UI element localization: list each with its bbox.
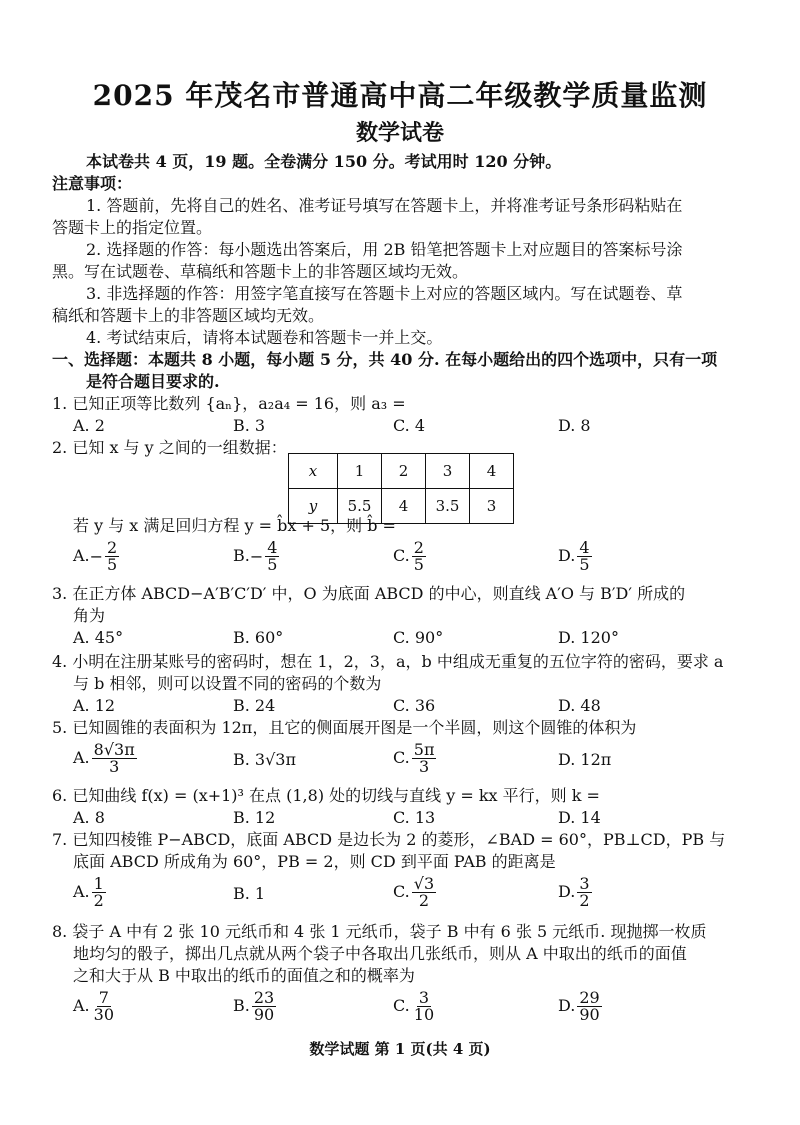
fraction-denominator: 5 (267, 555, 278, 574)
q2-option-c (393, 540, 426, 573)
fraction-denominator: 5 (413, 555, 424, 574)
q7-option-d (558, 876, 592, 909)
table-cell: 4 (470, 454, 514, 489)
q6-option-c: C. 13 (393, 808, 436, 827)
fraction (412, 540, 426, 573)
fraction (577, 876, 591, 909)
exam-title: 2025 年茂名市普通高中高二年级教学质量监测 (92, 79, 708, 112)
option-label: B. (233, 546, 250, 565)
option-label: A. (73, 882, 90, 901)
fraction-numerator: 8√3π (93, 740, 135, 759)
q6-option-d: D. 14 (558, 808, 601, 827)
table-cell: 3 (426, 454, 470, 489)
fraction-numerator: √3 (413, 874, 435, 893)
q8-option-d (558, 990, 602, 1023)
q7-option-a (73, 876, 106, 909)
fraction-numerator: 29 (579, 988, 600, 1007)
table-cell: 3 (470, 489, 514, 524)
q1-option-b: B. 3 (233, 416, 266, 435)
fraction-numerator: 7 (98, 988, 109, 1007)
fraction-denominator: 90 (579, 1005, 600, 1024)
question-2-stem: 2. 已知 x 与 y 之间的一组数据： (52, 438, 287, 457)
q4-option-b: B. 24 (233, 696, 276, 715)
fraction (92, 990, 116, 1023)
q1-option-d: D. 8 (558, 416, 591, 435)
minus-sign: − (89, 547, 104, 566)
q8-option-b (233, 990, 276, 1023)
table-header-y: y (289, 489, 338, 524)
fraction-denominator: 5 (579, 555, 590, 574)
fraction-numerator: 2 (107, 538, 118, 557)
q4-option-c: C. 36 (393, 696, 436, 715)
q5-option-d: D. 12π (558, 750, 612, 769)
q2-option-d (558, 540, 592, 573)
q1-option-c: C. 4 (393, 416, 426, 435)
q1-option-a: A. 2 (73, 416, 105, 435)
note-3-line-1: 3. 非选择题的作答：用签字笔直接写在答题卡上对应的答题区域内。写在试题卷、草 (86, 284, 683, 303)
question-2-options (73, 540, 773, 580)
data-table (288, 453, 514, 524)
question-2-condition: 若 y 与 x 满足回归方程 y = b̂x + 5，则 b̂ = (73, 516, 396, 535)
question-8-line-2: 地均匀的骰子，掷出几点就从两个袋子中各取出几张纸币，则从 A 中取出的纸币的面值 (73, 944, 687, 963)
q5-option-a (73, 742, 137, 775)
fraction (105, 540, 119, 573)
option-label: C. (393, 546, 410, 565)
question-8-line-1: 8. 袋子 A 中有 2 张 10 元纸币和 4 张 1 元纸币，袋子 B 中有 6 张 5 元纸币. 现抛掷一枚质 (52, 922, 707, 941)
section-1-heading: 一、选择题：本题共 8 小题，每小题 5 分，共 40 分. 在每小题给出的四个选项中，只有一项 (52, 350, 718, 369)
q8-option-a (73, 990, 116, 1023)
q5-option-b: B. 3√3π (233, 750, 296, 769)
option-label: C. (393, 996, 410, 1015)
fraction-denominator: 2 (418, 891, 430, 910)
section-1-heading-cont: 是符合题目要求的. (86, 372, 220, 391)
table-row (289, 454, 514, 489)
fraction-denominator: 2 (93, 891, 104, 910)
question-6-stem: 6. 已知曲线 f(x) = (x+1)³ 在点 (1,8) 处的切线与直线 y = kx 平行，则 k = (52, 786, 600, 805)
fraction (577, 540, 591, 573)
option-label: D. (558, 996, 576, 1015)
fraction (577, 990, 601, 1023)
note-2-line-2: 黑。写在试题卷、草稿纸和答题卡上的非答题区域均无效。 (52, 262, 469, 281)
q3-option-c: C. 90° (393, 628, 444, 647)
fraction-numerator: 23 (253, 988, 275, 1007)
q3-option-b: B. 60° (233, 628, 284, 647)
fraction (412, 742, 437, 775)
fraction-numerator: 5π (413, 740, 435, 759)
fraction-denominator: 10 (413, 1005, 435, 1024)
note-4: 4. 考试结束后，请将本试题卷和答题卡一并上交。 (86, 328, 443, 347)
fraction-numerator: 4 (267, 538, 278, 557)
fraction-numerator: 3 (579, 874, 590, 893)
q8-option-c (393, 990, 436, 1023)
fraction (92, 876, 106, 909)
table-cell: 5.5 (338, 489, 382, 524)
page-footer: 数学试题 第 1 页(共 4 页) (309, 1040, 491, 1058)
fraction-denominator: 30 (93, 1005, 114, 1024)
q6-option-b: B. 12 (233, 808, 276, 827)
option-label: A. (73, 996, 90, 1015)
question-7-line-2: 底面 ABCD 所成角为 60°，PB = 2，则 CD 到平面 PAB 的距离是 (73, 852, 556, 871)
option-label: A. (73, 546, 90, 565)
q2-option-b (233, 540, 279, 573)
q4-option-a: A. 12 (73, 696, 116, 715)
fraction-denominator: 3 (109, 757, 120, 776)
q7-option-b: B. 1 (233, 884, 266, 903)
option-label: C. (393, 748, 410, 767)
fraction-denominator: 5 (107, 555, 118, 574)
q3-option-d: D. 120° (558, 628, 619, 647)
table-cell: 2 (382, 454, 426, 489)
q2-option-a (73, 540, 119, 573)
fraction (412, 990, 436, 1023)
option-label: B. (233, 996, 250, 1015)
fraction-numerator: 4 (579, 538, 590, 557)
q7-option-c (393, 876, 436, 909)
question-5-options (73, 742, 773, 782)
q5-option-c (393, 742, 436, 775)
fraction-numerator: 1 (93, 874, 104, 893)
option-label: D. (558, 546, 576, 565)
option-label: D. (558, 882, 576, 901)
note-1-line-2: 答题卡上的指定位置。 (52, 218, 213, 237)
table-cell: 3.5 (426, 489, 470, 524)
question-8-options (73, 990, 773, 1030)
question-3-line-2: 角为 (73, 606, 106, 625)
note-2-line-1: 2. 选择题的作答：每小题选出答案后，用 2B 铅笔把答题卡上对应题目的答案标号涂 (86, 240, 683, 259)
question-3-line-1: 3. 在正方体 ABCD−A′B′C′D′ 中，O 为底面 ABCD 的中心，则直线 A′O 与 B′D′ 所成的 (52, 584, 686, 603)
q3-option-a: A. 45° (73, 628, 124, 647)
question-7-options (73, 876, 773, 916)
fraction (252, 990, 276, 1023)
fraction-numerator: 2 (413, 538, 424, 557)
note-1-line-1: 1. 答题前，先将自己的姓名、准考证号填写在答题卡上，并将准考证号条形码粘贴在 (86, 196, 683, 215)
minus-sign: − (249, 547, 264, 566)
q4-option-d: D. 48 (558, 696, 601, 715)
table-cell: 4 (382, 489, 426, 524)
question-7-line-1: 7. 已知四棱锥 P−ABCD，底面 ABCD 是边长为 2 的菱形，∠BAD = 60°，PB⊥CD，PB 与 (52, 830, 726, 849)
option-label: A. (73, 748, 90, 767)
option-label: C. (393, 882, 410, 901)
note-3-line-2: 稿纸和答题卡上的非答题区域均无效。 (52, 306, 325, 325)
question-5-stem: 5. 已知圆锥的表面积为 12π，且它的侧面展开图是一个半圆，则这个圆锥的体积为 (52, 718, 637, 737)
table-cell: 1 (338, 454, 382, 489)
question-8-line-3: 之和大于从 B 中取出的纸币的面值之和的概率为 (73, 966, 415, 985)
table-header-x: x (289, 454, 338, 489)
exam-subtitle: 数学试卷 (355, 120, 444, 146)
question-4-line-2: 与 b 相邻，则可以设置不同的密码的个数为 (73, 674, 382, 693)
fraction-numerator: 3 (418, 988, 430, 1007)
fraction-denominator: 3 (419, 757, 430, 776)
fraction-denominator: 2 (579, 891, 590, 910)
fraction (412, 876, 436, 909)
question-4-line-1: 4. 小明在注册某账号的密码时，想在 1，2，3，a，b 中组成无重复的五位字符的密码，要求 a (52, 652, 724, 671)
exam-info: 本试卷共 4 页，19 题。全卷满分 150 分。考试用时 120 分钟。 (86, 152, 562, 171)
fraction-denominator: 90 (253, 1005, 275, 1024)
q6-option-a: A. 8 (73, 808, 105, 827)
fraction (265, 540, 279, 573)
notes-heading: 注意事项： (52, 174, 133, 193)
question-1-stem: 1. 已知正项等比数列 {aₙ}，a₂a₄ = 16，则 a₃ = (52, 394, 406, 413)
fraction (92, 742, 137, 775)
